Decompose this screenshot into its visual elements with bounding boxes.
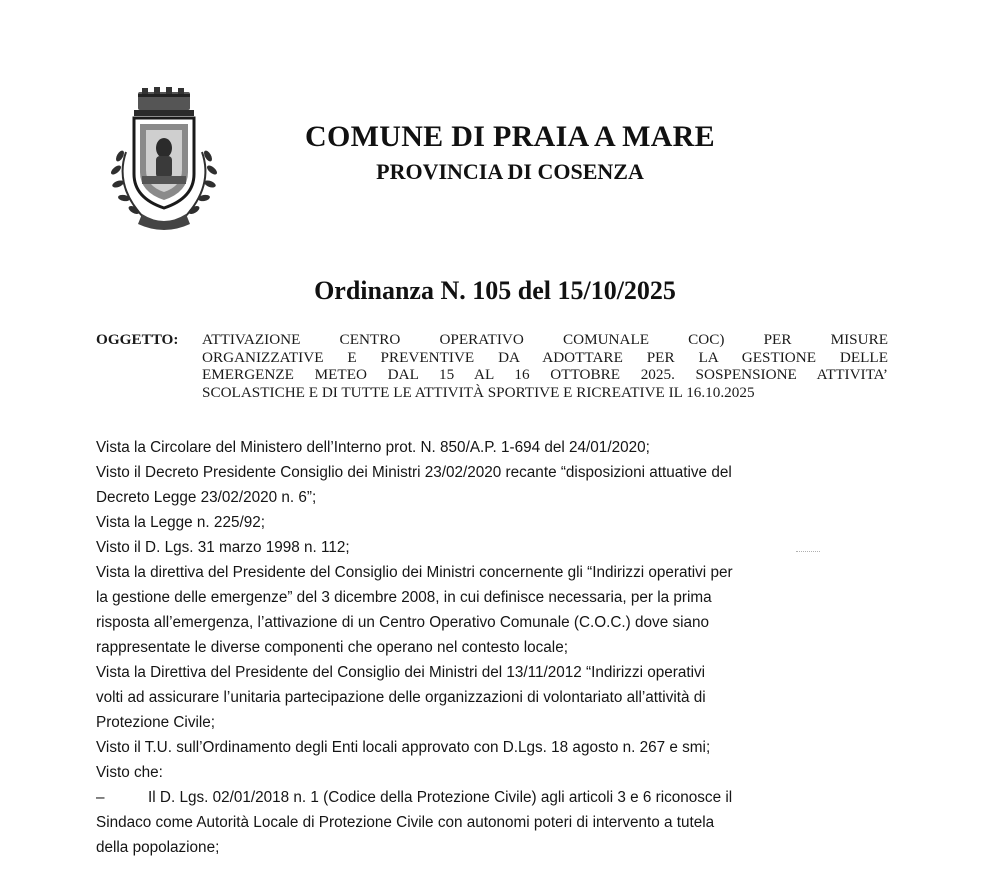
scan-speck (796, 551, 820, 554)
body-line: risposta all’emergenza, l’attivazione di un Centro Operativo Comunale (C.O.C.) dove siano (96, 614, 710, 631)
body-line: della popolazione; (96, 839, 220, 856)
body-line: Protezione Civile; (96, 714, 216, 731)
bullet-dash: – (96, 789, 105, 806)
body-line: Visto che: (96, 764, 163, 781)
bullet-line (96, 789, 732, 807)
body-line: Sindaco come Autorità Locale di Protezione Civile con autonomi poteri di intervento a tutela (96, 814, 715, 831)
body-line: Vista la Direttiva del Presidente del Consiglio dei Ministri del 13/11/2012 “Indirizzi operativi (96, 664, 706, 681)
crown-icon (134, 87, 194, 116)
coat-of-arms-icon (104, 86, 224, 234)
body-line: Visto il D. Lgs. 31 marzo 1998 n. 112; (96, 539, 350, 556)
subject-line: EMERGENZE METEO DAL 15 AL 16 OTTOBRE 2025. SOSPENSIONE ATTIVITA’ (202, 366, 888, 384)
body-line: volti ad assicurare l’unitaria partecipazione delle organizzazioni di volontariato all’attività di (96, 689, 706, 706)
subject-line: ORGANIZZATIVE E PREVENTIVE DA ADOTTARE PER LA GESTIONE DELLE (202, 348, 888, 366)
body-line: la gestione delle emergenze” del 3 dicembre 2008, in cui definisce necessaria, per la prima (96, 589, 712, 606)
municipality-name: COMUNE DI PRAIA A MARE (305, 120, 715, 153)
body-line: rappresentate le diverse componenti che operano nel contesto locale; (96, 639, 568, 656)
body-line: Vista la direttiva del Presidente del Consiglio dei Ministri concernente gli “Indirizzi operativi per (96, 564, 733, 581)
subject-line: SCOLASTICHE E DI TUTTE LE ATTIVITÀ SPORTIVE E RICREATIVE IL 16.10.2025 (202, 383, 755, 401)
subject-label: OGGETTO: (96, 331, 179, 348)
body-line: Visto il T.U. sull’Ordinamento degli Enti locali approvato con D.Lgs. 18 agosto n. 267 e smi; (96, 739, 711, 756)
subject-line: ATTIVAZIONE CENTRO OPERATIVO COMUNALE COC) PER MISURE (202, 331, 888, 348)
municipality-header (270, 120, 750, 186)
province-name: PROVINCIA DI COSENZA (376, 159, 644, 184)
bullet-text: Il D. Lgs. 02/01/2018 n. 1 (Codice della Protezione Civile) agli articoli 3 e 6 riconosce il (148, 789, 733, 806)
body-line: Vista la Circolare del Ministero dell’Interno prot. N. 850/A.P. 1-694 del 24/01/2020; (96, 439, 650, 456)
body-line: Decreto Legge 23/02/2020 n. 6”; (96, 489, 317, 506)
body-line: Visto il Decreto Presidente Consiglio dei Ministri 23/02/2020 recante “disposizioni attuative del (96, 464, 732, 481)
ordinance-title: Ordinanza N. 105 del 15/10/2025 (314, 276, 676, 305)
body-line: Vista la Legge n. 225/92; (96, 514, 265, 531)
